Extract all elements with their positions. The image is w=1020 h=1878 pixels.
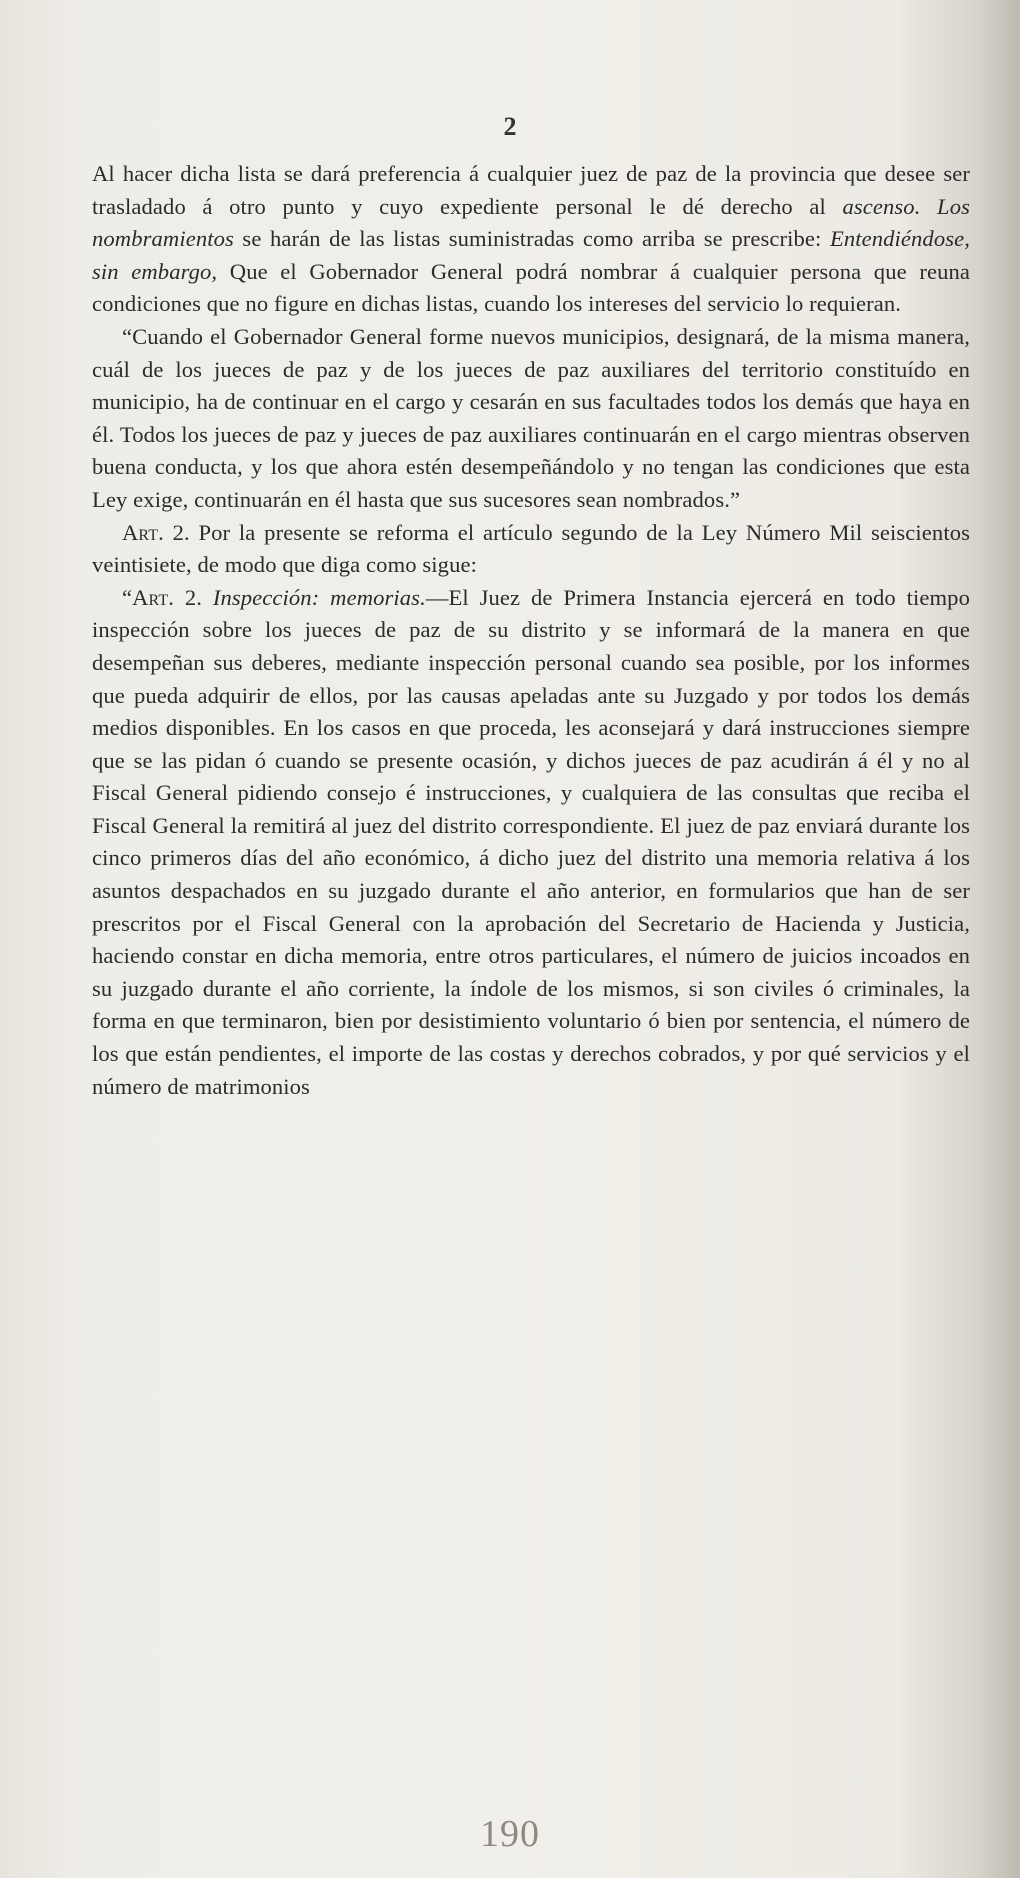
text-run: 2. — [174, 584, 213, 610]
page-number: 2 — [503, 112, 517, 141]
body-text — [92, 158, 970, 1103]
text-run: Al hacer dicha lista se dará preferencia á cualquier juez de paz de la provincia que desee ser trasladado á otro punto y cuyo expediente personal le dé derecho al — [92, 161, 970, 219]
text-run: “ — [122, 584, 133, 610]
text-run: Que el Gobernador General podrá nombrar á cualquier persona que reuna condiciones que no figure en dichas listas, cuando los intereses del servicio lo requieran. — [92, 258, 970, 317]
text-run: “Cuando el Gobernador General forme nuevos municipios, designará, de la misma manera, cuál de los jueces de paz y de los jueces de paz auxiliares del territorio constituído en municipio, ha de continuar en el cargo y cesarán en sus facultades todos los demás que haya en él. Todos los jueces de paz y jueces de paz auxiliares continuarán en el cargo mientras observen buena conducta, y los que ahora estén desempeñándolo y no tengan las condiciones que esta Ley exige, continuarán en él hasta que sus sucesores sean nombrados.” — [92, 323, 970, 512]
paragraph — [92, 517, 970, 582]
paragraph — [92, 321, 970, 517]
folio-number: 190 — [480, 1813, 540, 1855]
text-run: ascenso. Los nombramientos — [92, 193, 970, 252]
paragraph — [92, 158, 970, 321]
text-run: Art. — [122, 519, 164, 545]
text-run: Entendiéndose, sin embargo, — [92, 226, 970, 284]
text-run: Inspección: memorias. — [212, 584, 426, 610]
text-run: 2. Por la presente se reforma el artículo segundo de la Ley Número Mil seiscientos veintisiete, de modo que diga como sigue: — [92, 519, 970, 578]
text-run: —El Juez de Primera Instancia ejercerá en todo tiempo inspección sobre los jueces de paz de su distrito y se informará de la manera en que desempeñan sus deberes, mediante inspección personal cuando sea posible, por los informes que pueda adquirir de ellos, por las causas apeladas ante su Juzgado y por todos los demás medios disponibles. En los casos en que proceda, les aconsejará y dará instrucciones siempre que se las pidan ó cuando se presente ocasión, y dichos jueces de paz acudirán á él y no al Fiscal General pidiendo consejo é instrucciones, y cualquiera de las consultas que reciba el Fiscal General la remitirá al juez del distrito correspondiente. El juez de paz enviará durante los cinco primeros días del año económico, á dicho juez del distrito una memoria relativa á los asuntos despachados en su juzgado durante el año anterior, en formularios que han de ser prescritos por el Fiscal General con la aprobación del Secretario de Hacienda y Justicia, haciendo constar en dicha memoria, entre otros particulares, el número de juicios incoados en su juzgado durante el año corriente, la índole de los mismos, si son civiles ó criminales, la forma en que terminaron, bien por desistimiento voluntario ó bien por sentencia, el número de los que están pendientes, el importe de las costas y derechos cobrados, y por qué servicios y el número de matrimonios — [92, 584, 970, 1099]
text-run: Art. — [132, 584, 174, 610]
text-run: se harán de las listas suministradas como arriba se prescribe: — [233, 226, 830, 252]
paragraph — [92, 582, 970, 1104]
